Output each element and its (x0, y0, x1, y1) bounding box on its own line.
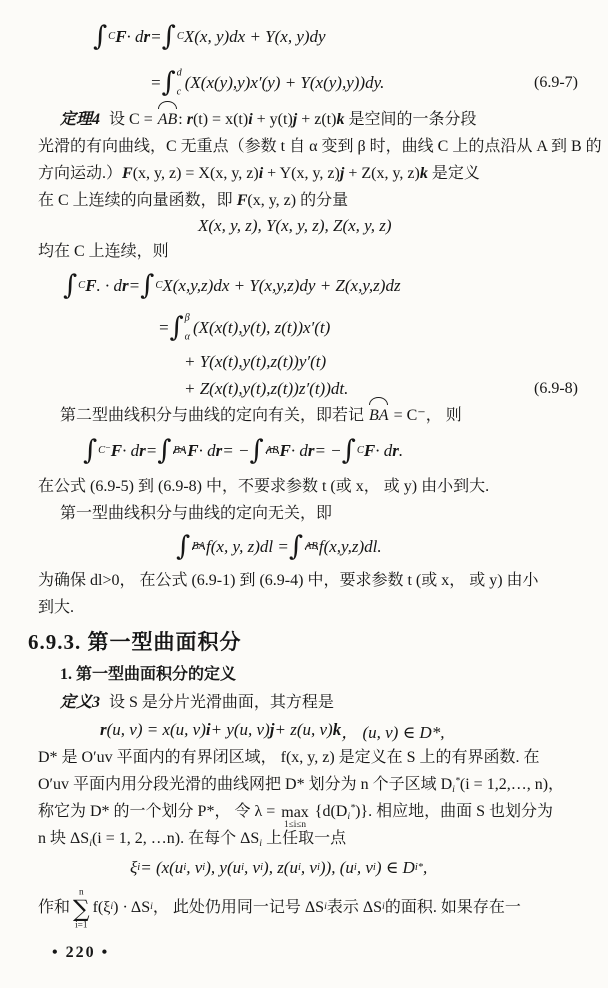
equation-number: (6.9-7) (534, 74, 578, 91)
text-line: 方向运动.）F(x, y, z) = X(x, y, z)i + Y(x, y, z)j + Z(x, y, z)k 是定义 (38, 165, 480, 182)
text-line: 第二型曲线积分与曲线的定向有关，即若记 BA = C⁻， 则 (60, 402, 578, 429)
sum-operator: n ∑ i=1 (73, 887, 90, 930)
definition-label: 定理4 (60, 111, 101, 128)
heading-block (28, 621, 578, 661)
max-operator: max 1≤i≤n (281, 803, 309, 830)
subheading-block (38, 661, 578, 689)
para-block (38, 106, 602, 214)
integral-sign: ∫ (176, 530, 191, 562)
para-block (38, 473, 578, 527)
text-line: 均在 C 上连续，则 (38, 243, 169, 260)
formula-line: ξ i = (x(u i , v i ), y(u i , v i ), z(u i , v i )), (u i , v i ) ∈ D i * , (130, 858, 428, 877)
text-line: 光滑的有向曲线，C 无重点（参数 t 自 α 变到 β 时，曲线 C 上的点沿从 A 到 B 的 (38, 138, 602, 155)
math-block (38, 14, 578, 106)
math-block (38, 265, 578, 402)
para-block (38, 402, 578, 429)
para-block (38, 884, 578, 930)
integral-sign: ∫ (161, 20, 176, 52)
equation-number: (6.9-8) (534, 379, 578, 397)
formula-line: r (u, v) = x(u, v) i + y(u, v) j + z(u, v) k ， (u, v) ∈ D*, (100, 720, 445, 742)
math-block (38, 716, 578, 744)
formula-line: = ∫ d c (X(x(y),y)x′(y) + Y(x(y),y))dy. (6.9-7) (150, 66, 578, 98)
text-line: 到大. (38, 599, 75, 616)
text-line: D* 是 O′uv 平面内的有界闭区域， f(x, y, z) 是定义在 S 上的有界函数. 在 (38, 749, 540, 766)
page-number: • 220 • (52, 944, 110, 961)
integral-sign: ∫ (249, 434, 264, 466)
integral-sign: ∫ (288, 530, 303, 562)
para-block (38, 238, 578, 265)
integral-sign: ∫ (341, 434, 356, 466)
integral-sign: ∫ (63, 269, 78, 301)
math-block (38, 214, 578, 238)
formula-line: + Y(x(t),y(t),z(t))y′(t) (184, 352, 327, 371)
text-line: O′uv 平面内用分段光滑的曲线网把 D* 划分为 n 个子区域 $D_i^*(i$ = 1,2,…, n)， (38, 775, 565, 795)
integral-sign: ∫ (161, 66, 176, 98)
formula-line: = ∫ β α (X(x(t),y(t), z(t))x′(t) (158, 311, 331, 343)
math-block (38, 429, 578, 473)
math-block (38, 527, 578, 567)
section-heading: 6.9.3. 第一型曲面积分 (28, 630, 242, 654)
page-content (28, 14, 602, 930)
text-line: 作和 n ∑ i=1 f(ξ i ) · ΔS i ， 此处仍用同一记号 ΔS i 表示 ΔS i 的面积. 如果存在一 (38, 887, 521, 930)
para-block (38, 567, 578, 621)
formula-line: ∫ C F · d r = ∫ C X(x, y)dx + Y(x, y)dy (93, 20, 326, 52)
text-line: 定义3 设 S 是分片光滑曲面，其方程是 (60, 694, 334, 711)
text-line: 在公式 (6.9-5) 到 (6.9-8) 中，不要求参数 t (或 x， 或 y) 由小到大. (38, 478, 490, 495)
definition-label: 定义3 (60, 694, 101, 711)
text-line: 第一型曲线积分与曲线的定向无关，即 (60, 505, 333, 522)
integral-sign: ∫ (83, 434, 98, 466)
text-line: 定理4 设 C = AB: r(t) = x(t)i + y(t)j + z(t)k 是空间的一条分段 (60, 106, 578, 133)
formula-line: ∫ C⁻ F · d r = ∫ BA F · d r = − ∫ AB F · d r = − ∫ C F · d r . (83, 434, 404, 466)
formula-line: + Z(x(t),y(t),z(t))z′(t))dt. (6.9-8) (184, 378, 578, 398)
formula-line: ∫ C F . · d r = ∫ C X(x,y,z)dx + Y(x,y,z)dy + Z(x,y,z)dz (63, 269, 401, 301)
text-line: 1. 第一型曲面积分的定义 (60, 666, 237, 683)
formula-line: X(x, y, z), Y(x, y, z), Z(x, y, z) (198, 216, 392, 235)
arc-overline: BA (368, 402, 390, 429)
integral-sign: ∫ (169, 311, 184, 343)
text-line: 称它为 D* 的一个划分 P*， 令 λ = max 1≤i≤n $\{d(D_i^*)\}$. 相应地，曲面 S 也划分为 (38, 802, 553, 830)
integral-sign: ∫ (93, 20, 108, 52)
text-line: 在 C 上连续的向量函数，即 F(x, y, z) 的分量 (38, 192, 349, 209)
integral-sign: ∫ (140, 269, 155, 301)
para-block (38, 689, 578, 716)
integral-sign: ∫ (157, 434, 172, 466)
math-block (38, 852, 578, 884)
para-block (38, 744, 578, 852)
text-line: n 块 $\Delta S_i(i = 1$, 2, …n). 在每个 $\Delta S_i$ 上任取一点 (38, 830, 347, 849)
text-line: 为确保 dl>0， 在公式 (6.9-1) 到 (6.9-4) 中，要求参数 t (或 x， 或 y) 由小 (38, 572, 539, 589)
formula-line: ∫ BA f(x, y, z)dl = ∫ AB f(x,y,z)dl. (176, 530, 382, 562)
arc-overline: AB (157, 106, 179, 133)
